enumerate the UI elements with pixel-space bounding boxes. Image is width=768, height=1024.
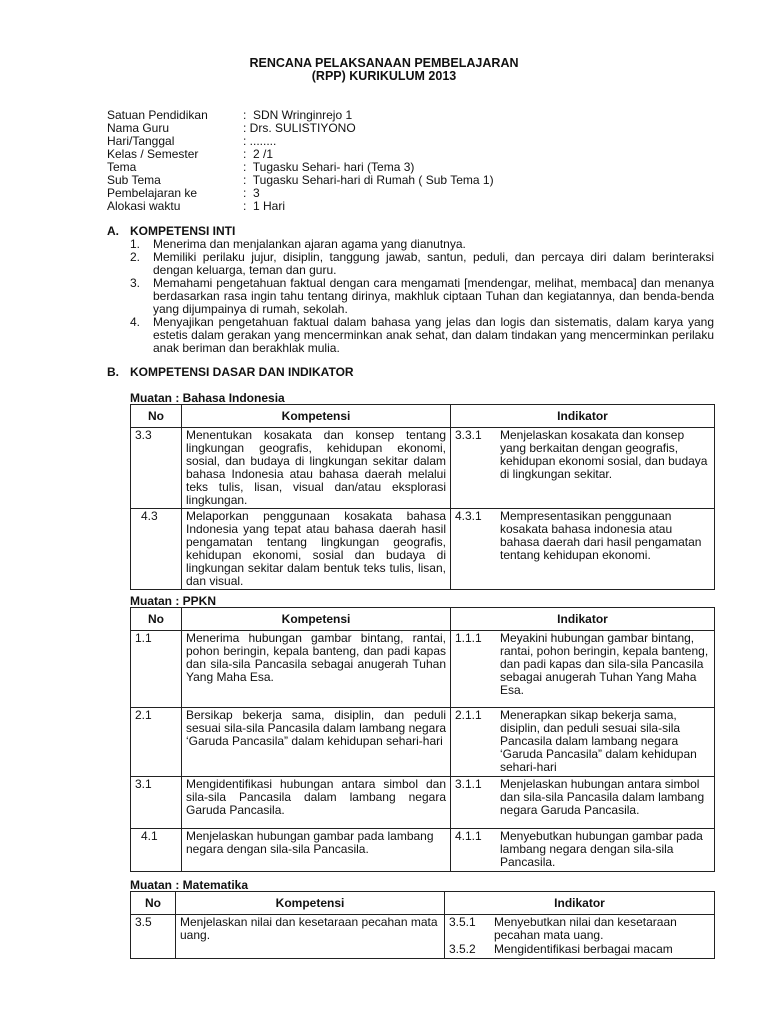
meta-value: : 3 [243,186,260,200]
indikator-text: Meyakini hubungan gambar bintang, rantai, pohon beringin, kepala banteng, dan padi kapas dan sila-sila Pancasila sebagai anugerah Tuhan Yang Maha Esa. [500,631,709,697]
table-row [131,428,715,509]
indikator-item [455,429,710,481]
table-header-row [131,608,715,631]
kd-number: 2.1 [135,708,152,722]
indikator-text: Menjelaskan kosakata dan konsep yang berkaitan dengan geografis, kehidupan ekonomi sosial, dan budaya di lingkungan sekitar. [500,428,708,481]
kd-table-matematika [130,891,715,959]
list-item [130,316,714,355]
meta-label: Hari/Tanggal [107,134,175,148]
meta-value: : 1 Hari [243,199,286,213]
kd-number: 3.1 [135,777,152,791]
cell-indikator [451,708,715,777]
cell-no [131,428,182,509]
indikator-item [455,778,710,817]
cell-indikator [451,777,715,829]
section-title: KOMPETENSI INTI [130,224,236,238]
meta-value: : SDN Wringinrejo 1 [243,108,353,122]
cell-no [131,915,176,959]
kd-number: 4.1 [141,829,158,843]
indikator-item [455,830,710,869]
cell-no [131,509,182,590]
kompetensi-inti-list [130,238,714,355]
meta-label: Satuan Pendidikan [107,108,208,122]
list-text: Memahami pengetahuan faktual dengan cara mengamati [mendengar, melihat, membaca] dan menanya berdasarkan rasa ingin tahu tentang dirinya, makhluk ciptaan Tuhan dan kegiatannya, dan benda-benda yang dijumpainya di rumah, sekolah. [153,276,714,316]
cell-indikator [451,428,715,509]
kd-table-bahasa-indonesia [130,404,715,590]
list-item [130,277,714,316]
meta-value: : ........ [243,134,277,148]
indikator-number: 1.1.1 [455,631,482,645]
kd-number: 3.3 [135,428,152,442]
cell-no [131,631,182,708]
kd-number: 4.3 [141,509,158,523]
meta-label: Alokasi waktu [107,199,181,213]
header-kompetensi: Kompetensi [182,405,451,428]
header-no: No [131,892,176,915]
section-letter: B. [107,365,119,379]
muatan-title: Muatan : Matematika [130,878,249,892]
indikator-item [455,709,710,774]
cell-no [131,777,182,829]
indikator-number: 4.1.1 [455,829,482,843]
header-no: No [131,608,182,631]
table-row [131,915,715,959]
indikator-text: Mengidentifikasi berbagai macam [494,942,673,956]
cell-no [131,708,182,777]
meta-value: : Drs. SULISTIYONO [243,121,356,135]
list-number: 3. [130,276,141,290]
meta-label: Kelas / Semester [107,147,199,161]
kd-number: 1.1 [135,631,152,645]
section-letter: A. [107,224,119,238]
header-kompetensi: Kompetensi [176,892,445,915]
cell-indikator [451,829,715,872]
indikator-item [449,916,710,942]
header-kompetensi: Kompetensi [182,608,451,631]
header-indikator: Indikator [445,892,715,915]
cell-kompetensi: Menentukan kosakata dan konsep tentang lingkungan geografis, kehidupan ekonomi, sosial, dan budaya di lingkungan sekitar dalam bahasa Indonesia atau bahasa daerah melalui teks tulis, lisan, visual dan/atau eksplorasi lingkungan. [182,428,451,509]
section-title: KOMPETENSI DASAR DAN INDIKATOR [130,365,354,379]
meta-label: Tema [107,160,137,174]
header-indikator: Indikator [451,405,715,428]
indikator-text: Mempresentasikan penggunaan kosakata bahasa indonesia atau bahasa daerah dari hasil pengamatan tentang kehidupan ekonomi. [500,509,702,562]
header-no: No [131,405,182,428]
muatan-title: Muatan : Bahasa Indonesia [130,391,285,405]
muatan-title: Muatan : PPKN [130,594,217,608]
list-number: 1. [130,237,141,251]
table-row [131,509,715,590]
cell-no [131,829,182,872]
cell-kompetensi: Menjelaskan nilai dan kesetaraan pecahan mata uang. [176,915,445,959]
cell-indikator [451,509,715,590]
cell-indikator [445,915,715,959]
meta-value: : 2 /1 [243,147,274,161]
document-title-line1: RENCANA PELAKSANAAN PEMBELAJARAN [249,56,519,70]
indikator-number: 2.1.1 [455,708,482,722]
meta-label: Nama Guru [107,121,170,135]
indikator-number: 3.5.1 [449,915,476,929]
indikator-text: Menjelaskan hubungan antara simbol dan sila-sila Pancasila dalam lambang negara Garuda Pancasila. [500,777,705,817]
list-text: Menerima dan menjalankan ajaran agama yang dianutnya. [153,237,466,251]
indikator-item [455,510,710,562]
kd-table-ppkn [130,607,715,872]
indikator-text: Menyebutkan nilai dan kesetaraan pecahan mata uang. [494,915,677,942]
indikator-text: Menyebutkan hubungan gambar pada lambang negara dengan sila-sila Pancasila. [500,829,703,869]
cell-indikator [451,631,715,708]
table-header-row [131,405,715,428]
indikator-number: 4.3.1 [455,509,482,523]
meta-value: : Tugasku Sehari- hari (Tema 3) [243,160,415,174]
cell-kompetensi: Menerima hubungan gambar bintang, rantai, pohon beringin, kepala banteng, dan padi kapas dan sila-sila Pancasila sebagai anugerah Tuhan Yang Maha Esa. [182,631,451,708]
indikator-number: 3.3.1 [455,428,482,442]
cell-kompetensi: Melaporkan penggunaan kosakata bahasa Indonesia yang tepat atau bahasa daerah hasil pengamatan tentang lingkungan geografis, kehidupan ekonomi, sosial dan budaya di lingkungan sekitar dalam bentuk teks tulis, lisan, dan visual. [182,509,451,590]
indikator-item [455,632,710,697]
list-number: 2. [130,250,141,264]
indikator-number: 3.1.1 [455,777,482,791]
header-indikator: Indikator [451,608,715,631]
list-item [130,251,714,277]
cell-kompetensi: Menjelaskan hubungan gambar pada lambang negara dengan sila-sila Pancasila. [182,829,451,872]
indikator-item [449,943,710,956]
document-title-line2: (RPP) KURIKULUM 2013 [311,69,457,83]
kd-number: 3.5 [135,915,152,929]
list-number: 4. [130,315,141,329]
table-row [131,708,715,777]
list-text: Memiliki perilaku jujur, disiplin, tanggung jawab, santun, peduli, dan percaya diri dalam berinteraksi dengan keluarga, teman dan guru. [153,250,714,277]
cell-kompetensi: Bersikap bekerja sama, disiplin, dan peduli sesuai sila-sila Pancasila dalam lambang negara ‘Garuda Pancasila” dalam kehidupan sehari-hari [182,708,451,777]
meta-label: Sub Tema [107,173,161,187]
table-row [131,829,715,872]
indikator-text: Menerapkan sikap bekerja sama, disiplin, dan peduli sesuai sila-sila Pancasila dalam lambang negara ‘Garuda Pancasila” dalam kehidupan sehari-hari [500,708,697,774]
cell-kompetensi: Mengidentifikasi hubungan antara simbol dan sila-sila Pancasila dalam lambang negara Garuda Pancasila. [182,777,451,829]
table-header-row [131,892,715,915]
list-text: Menyajikan pengetahuan faktual dalam bahasa yang jelas dan logis dan sistematis, dalam karya yang estetis dalam gerakan yang mencerminkan anak sehat, dan dalam tindakan yang mencerminkan perilaku anak beriman dan berakhlak mulia. [153,315,714,355]
meta-label: Pembelajaran ke [107,186,198,200]
meta-value: : Tugasku Sehari-hari di Rumah ( Sub Tema 1) [243,173,494,187]
table-row [131,631,715,708]
indikator-number: 3.5.2 [449,942,476,956]
table-row [131,777,715,829]
